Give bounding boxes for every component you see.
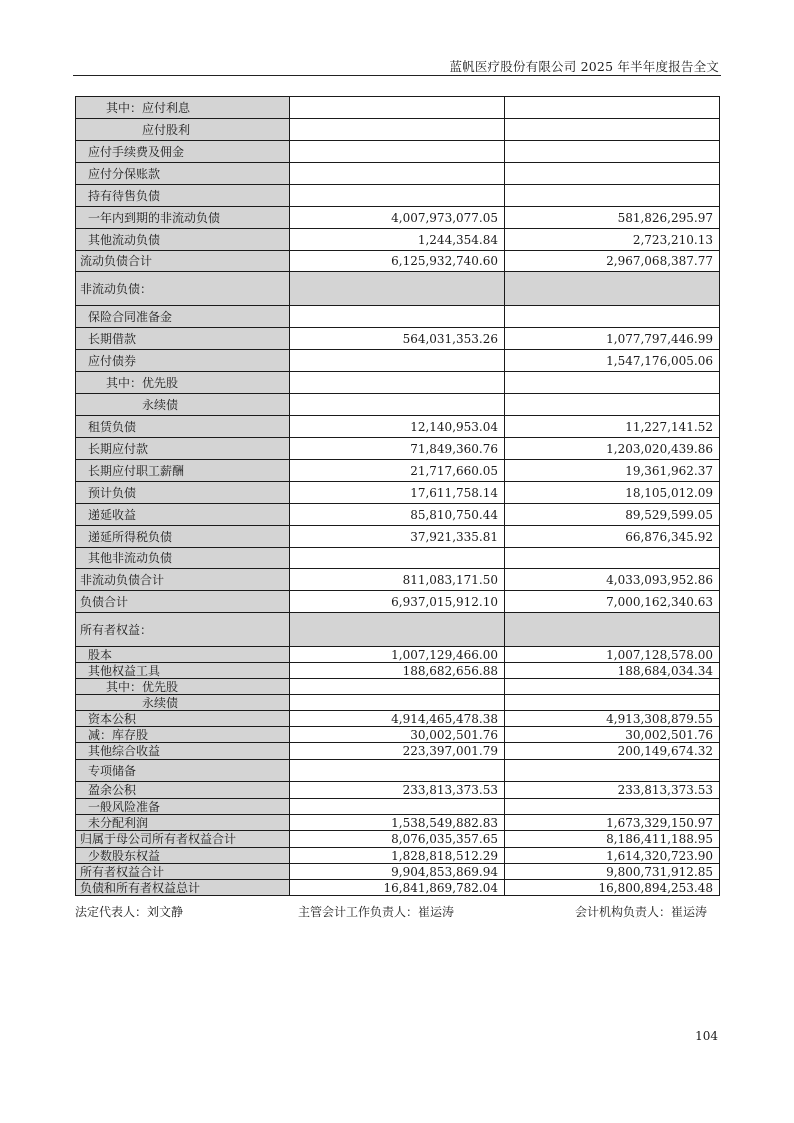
row-label: 流动负债合计 xyxy=(76,251,290,272)
period-begin-value: 200,149,674.32 xyxy=(505,743,720,760)
row-label: 应付债券 xyxy=(76,350,290,372)
period-begin-value: 30,002,501.76 xyxy=(505,727,720,743)
period-end-value xyxy=(290,306,505,328)
row-label: 股本 xyxy=(76,647,290,663)
period-end-value: 30,002,501.76 xyxy=(290,727,505,743)
period-end-value xyxy=(290,613,505,647)
period-begin-value: 11,227,141.52 xyxy=(505,416,720,438)
row-label: 长期应付款 xyxy=(76,438,290,460)
period-begin-value: 7,000,162,340.63 xyxy=(505,591,720,613)
table-row xyxy=(76,799,720,815)
row-label: 其中：应付利息 xyxy=(76,97,290,119)
row-label: 递延所得税负债 xyxy=(76,526,290,548)
table-row xyxy=(76,880,720,896)
balance-sheet-table xyxy=(75,96,720,896)
row-label: 非流动负债合计 xyxy=(76,569,290,591)
table-row xyxy=(76,372,720,394)
row-label: 租赁负债 xyxy=(76,416,290,438)
period-begin-value xyxy=(505,695,720,711)
period-end-value xyxy=(290,272,505,306)
table-row xyxy=(76,711,720,727)
table-row xyxy=(76,848,720,864)
row-label: 其他流动负债 xyxy=(76,229,290,251)
table-row xyxy=(76,679,720,695)
period-begin-value: 1,007,128,578.00 xyxy=(505,647,720,663)
period-end-value xyxy=(290,695,505,711)
period-begin-value: 233,813,373.53 xyxy=(505,782,720,799)
row-label: 负债和所有者权益总计 xyxy=(76,880,290,896)
table-row xyxy=(76,306,720,328)
period-begin-value xyxy=(505,372,720,394)
period-end-value: 811,083,171.50 xyxy=(290,569,505,591)
period-end-value: 21,717,660.05 xyxy=(290,460,505,482)
period-end-value: 1,244,354.84 xyxy=(290,229,505,251)
table-row xyxy=(76,185,720,207)
period-end-value: 1,538,549,882.83 xyxy=(290,815,505,831)
table-row xyxy=(76,438,720,460)
period-end-value xyxy=(290,799,505,815)
row-label: 资本公积 xyxy=(76,711,290,727)
period-begin-value: 4,033,093,952.86 xyxy=(505,569,720,591)
row-label: 其中：优先股 xyxy=(76,372,290,394)
period-begin-value xyxy=(505,306,720,328)
period-begin-value: 2,967,068,387.77 xyxy=(505,251,720,272)
period-end-value: 1,828,818,512.29 xyxy=(290,848,505,864)
period-end-value xyxy=(290,97,505,119)
period-begin-value: 66,876,345.92 xyxy=(505,526,720,548)
row-label: 负债合计 xyxy=(76,591,290,613)
table-row xyxy=(76,815,720,831)
period-begin-value xyxy=(505,272,720,306)
row-label: 归属于母公司所有者权益合计 xyxy=(76,831,290,848)
period-end-value: 16,841,869,782.04 xyxy=(290,880,505,896)
period-begin-value xyxy=(505,394,720,416)
period-end-value: 12,140,953.04 xyxy=(290,416,505,438)
table-row xyxy=(76,613,720,647)
period-end-value: 6,125,932,740.60 xyxy=(290,251,505,272)
period-end-value xyxy=(290,119,505,141)
table-row xyxy=(76,97,720,119)
row-label: 所有者权益合计 xyxy=(76,864,290,880)
table-row xyxy=(76,394,720,416)
period-begin-value xyxy=(505,97,720,119)
period-begin-value: 19,361,962.37 xyxy=(505,460,720,482)
period-begin-value: 18,105,012.09 xyxy=(505,482,720,504)
period-begin-value xyxy=(505,548,720,569)
row-label: 其中：优先股 xyxy=(76,679,290,695)
row-label: 未分配利润 xyxy=(76,815,290,831)
period-end-value: 1,007,129,466.00 xyxy=(290,647,505,663)
period-begin-value xyxy=(505,141,720,163)
table-row xyxy=(76,482,720,504)
period-end-value: 85,810,750.44 xyxy=(290,504,505,526)
row-label: 预计负债 xyxy=(76,482,290,504)
period-begin-value: 1,547,176,005.06 xyxy=(505,350,720,372)
period-begin-value xyxy=(505,119,720,141)
period-begin-value: 1,673,329,150.97 xyxy=(505,815,720,831)
period-end-value xyxy=(290,760,505,782)
period-end-value: 4,007,973,077.05 xyxy=(290,207,505,229)
period-end-value xyxy=(290,350,505,372)
period-end-value: 6,937,015,912.10 xyxy=(290,591,505,613)
row-label: 专项储备 xyxy=(76,760,290,782)
row-label: 盈余公积 xyxy=(76,782,290,799)
table-row xyxy=(76,328,720,350)
period-end-value: 233,813,373.53 xyxy=(290,782,505,799)
table-row xyxy=(76,416,720,438)
table-row xyxy=(76,141,720,163)
period-end-value xyxy=(290,394,505,416)
table-row xyxy=(76,251,720,272)
table-row xyxy=(76,695,720,711)
period-begin-value: 89,529,599.05 xyxy=(505,504,720,526)
row-label: 永续债 xyxy=(76,695,290,711)
table-row xyxy=(76,163,720,185)
row-label: 永续债 xyxy=(76,394,290,416)
period-end-value xyxy=(290,163,505,185)
period-end-value: 223,397,001.79 xyxy=(290,743,505,760)
period-begin-value xyxy=(505,760,720,782)
period-end-value: 188,682,656.88 xyxy=(290,663,505,679)
row-label: 递延收益 xyxy=(76,504,290,526)
period-begin-value: 2,723,210.13 xyxy=(505,229,720,251)
period-end-value: 37,921,335.81 xyxy=(290,526,505,548)
table-row xyxy=(76,229,720,251)
table-row xyxy=(76,504,720,526)
period-end-value xyxy=(290,679,505,695)
period-end-value: 17,611,758.14 xyxy=(290,482,505,504)
row-label: 保险合同准备金 xyxy=(76,306,290,328)
row-label: 应付股利 xyxy=(76,119,290,141)
period-begin-value: 4,913,308,879.55 xyxy=(505,711,720,727)
table-row xyxy=(76,548,720,569)
table-row xyxy=(76,460,720,482)
table-row xyxy=(76,743,720,760)
table-row xyxy=(76,647,720,663)
section-header-label: 非流动负债： xyxy=(76,272,290,306)
accounting-head: 主管会计工作负责人：崔运涛 xyxy=(298,905,455,919)
row-label: 其他非流动负债 xyxy=(76,548,290,569)
balance-sheet-body xyxy=(76,97,720,896)
section-header-label: 所有者权益： xyxy=(76,613,290,647)
period-end-value: 564,031,353.26 xyxy=(290,328,505,350)
table-row xyxy=(76,526,720,548)
period-end-value: 71,849,360.76 xyxy=(290,438,505,460)
table-row xyxy=(76,663,720,679)
period-begin-value: 16,800,894,253.48 xyxy=(505,880,720,896)
row-label: 一般风险准备 xyxy=(76,799,290,815)
period-begin-value: 1,203,020,439.86 xyxy=(505,438,720,460)
accounting-dept-head: 会计机构负责人：崔运涛 xyxy=(575,905,708,919)
header-divider xyxy=(73,75,721,76)
table-row xyxy=(76,864,720,880)
period-end-value xyxy=(290,141,505,163)
table-row xyxy=(76,119,720,141)
period-begin-value xyxy=(505,679,720,695)
row-label: 应付分保账款 xyxy=(76,163,290,185)
table-row xyxy=(76,569,720,591)
page-number: 104 xyxy=(695,1029,718,1043)
period-end-value xyxy=(290,548,505,569)
period-end-value: 4,914,465,478.38 xyxy=(290,711,505,727)
period-begin-value: 581,826,295.97 xyxy=(505,207,720,229)
table-row xyxy=(76,207,720,229)
row-label: 少数股东权益 xyxy=(76,848,290,864)
period-end-value: 8,076,035,357.65 xyxy=(290,831,505,848)
row-label: 持有待售负债 xyxy=(76,185,290,207)
report-header-title: 蓝帆医疗股份有限公司 2025 年半年度报告全文 xyxy=(449,59,719,74)
row-label: 减：库存股 xyxy=(76,727,290,743)
table-row xyxy=(76,831,720,848)
table-row xyxy=(76,272,720,306)
table-row xyxy=(76,350,720,372)
period-begin-value xyxy=(505,185,720,207)
table-row xyxy=(76,591,720,613)
row-label: 其他权益工具 xyxy=(76,663,290,679)
row-label: 应付手续费及佣金 xyxy=(76,141,290,163)
legal-representative: 法定代表人：刘文静 xyxy=(75,905,184,919)
period-begin-value xyxy=(505,613,720,647)
period-begin-value: 1,077,797,446.99 xyxy=(505,328,720,350)
row-label: 长期借款 xyxy=(76,328,290,350)
period-begin-value xyxy=(505,163,720,185)
period-begin-value xyxy=(505,799,720,815)
row-label: 一年内到期的非流动负债 xyxy=(76,207,290,229)
table-row xyxy=(76,727,720,743)
row-label: 其他综合收益 xyxy=(76,743,290,760)
period-begin-value: 188,684,034.34 xyxy=(505,663,720,679)
row-label: 长期应付职工薪酬 xyxy=(76,460,290,482)
table-row xyxy=(76,760,720,782)
period-begin-value: 1,614,320,723.90 xyxy=(505,848,720,864)
period-begin-value: 9,800,731,912.85 xyxy=(505,864,720,880)
period-begin-value: 8,186,411,188.95 xyxy=(505,831,720,848)
table-row xyxy=(76,782,720,799)
period-end-value: 9,904,853,869.94 xyxy=(290,864,505,880)
period-end-value xyxy=(290,185,505,207)
period-end-value xyxy=(290,372,505,394)
